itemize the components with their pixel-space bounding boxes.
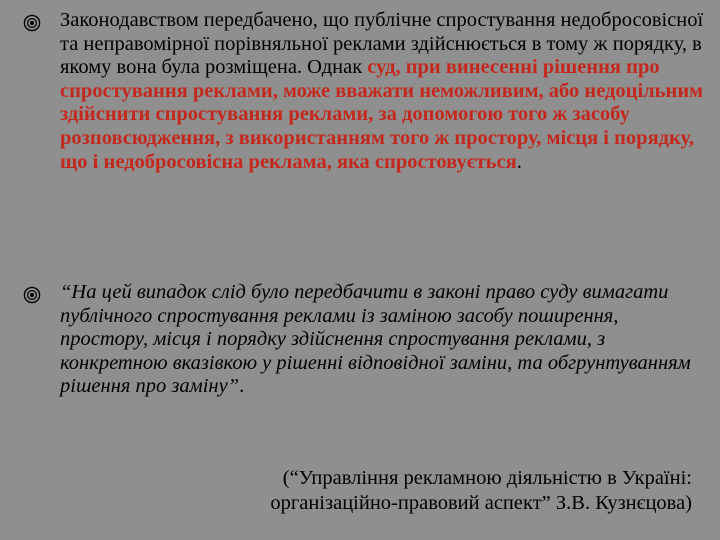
citation-line-1: (“Управління рекламною діяльністю в Україні: [282, 467, 692, 489]
citation [270, 466, 692, 516]
citation-line-2: організаційно-правовий аспект” З.В. Кузнєцова) [270, 492, 692, 514]
target-circle-icon [22, 285, 42, 305]
paragraph1-emphasis: суд, при винесенні рішення про спростування реклами, може вважати неможливим, або недоцільним здійснити спростування реклами, за допомогою того ж засобу розповсюдження, з використанням того ж простору, місця і порядку, що і недобросовісна реклама, яка спростовується [60, 56, 704, 173]
paragraph2-end: . [239, 375, 245, 398]
target-circle-icon [22, 13, 42, 33]
paragraph-legislation [60, 9, 710, 174]
paragraph1-end: . [516, 150, 522, 173]
paragraph-quote [60, 281, 710, 399]
paragraph1-intro: Законодавством передбачено, що публічне спростування недобросовісної та неправомірної порівняльної реклами здійснюється в тому ж порядку, в якому вона була розміщена. Однак [60, 9, 704, 79]
paragraph2-quote: “На цей випадок слід було передбачити в законі право суду вимагати публічного спростування реклами із заміною засобу поширення, простору, місця і порядку здійснення спростування реклами, з конкретною вказівкою у рішенні відповідної заміни, та обгрунтуванням рішення про заміну” [60, 281, 691, 398]
